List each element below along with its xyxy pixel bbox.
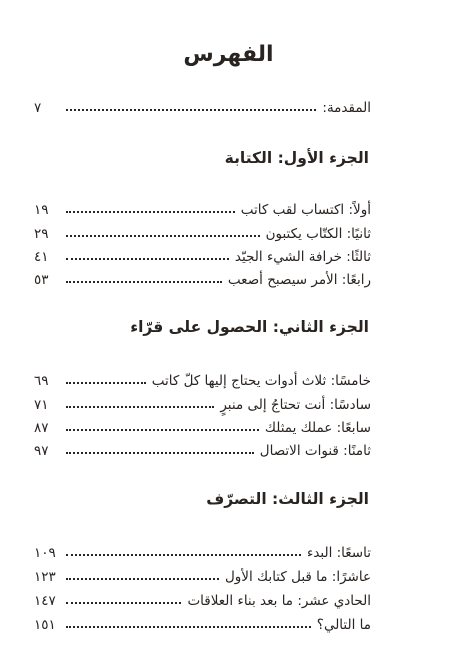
dot-leader xyxy=(66,578,219,580)
toc-entry-label: ثالثًا: خرافة الشيء الجيّد xyxy=(234,249,371,265)
dot-leader xyxy=(66,406,214,408)
toc-row[interactable] xyxy=(34,611,371,633)
dot-leader xyxy=(66,281,222,283)
toc-row[interactable] xyxy=(34,414,371,436)
toc-row[interactable] xyxy=(34,391,371,413)
dot-leader xyxy=(66,602,181,604)
toc-row[interactable] xyxy=(34,587,371,609)
toc-page-number: ٤١ xyxy=(34,249,49,265)
toc-page-number: ٧ xyxy=(34,100,42,116)
part-heading-1: الجزء الأول: الكتابة xyxy=(224,149,369,167)
toc-entry-label: ما التالي؟ xyxy=(316,617,371,633)
dot-leader xyxy=(66,429,259,431)
part-heading-2: الجزء الثاني: الحصول على قرّاء xyxy=(130,318,369,336)
toc-row[interactable] xyxy=(34,437,371,459)
toc-page-number: ٥٣ xyxy=(34,272,49,288)
toc-row[interactable] xyxy=(34,563,371,585)
dot-leader xyxy=(66,211,235,213)
dot-leader xyxy=(66,554,301,556)
toc-entry-label: الحادي عشر: ما بعد بناء العلاقات xyxy=(187,593,371,609)
toc-page-number: ٦٩ xyxy=(34,373,49,389)
toc-row-intro[interactable] xyxy=(34,94,371,116)
toc-entry-label: عاشرًا: ما قبل كتابك الأول xyxy=(224,569,371,585)
toc-entry-label: سابعًا: عملك يمثلك xyxy=(264,420,371,436)
toc-page-number: ٢٩ xyxy=(34,226,49,242)
toc-page-number: ١٩ xyxy=(34,202,49,218)
dot-leader xyxy=(66,382,146,384)
toc-row[interactable] xyxy=(34,367,371,389)
dot-leader xyxy=(66,235,260,237)
toc-page-number: ٩٧ xyxy=(34,443,49,459)
dot-leader xyxy=(66,109,316,111)
toc-page-number: ٧١ xyxy=(34,397,49,413)
part-heading-3: الجزء الثالث: التصرّف xyxy=(206,490,369,508)
toc-entry-label: ثانيًا: الكتّاب يكتبون xyxy=(265,226,371,242)
toc-row[interactable] xyxy=(34,266,371,288)
toc-page-number: ١٠٩ xyxy=(34,545,56,561)
dot-leader xyxy=(66,258,229,260)
toc-row[interactable] xyxy=(34,196,371,218)
toc-entry-label: المقدمة: xyxy=(322,100,371,116)
toc-row[interactable] xyxy=(34,220,371,242)
page-title: الفهرس xyxy=(183,42,274,67)
dot-leader xyxy=(66,452,254,454)
toc-page-number: ٨٧ xyxy=(34,420,49,436)
toc-entry-label: خامسًا: ثلاث أدوات يحتاج إليها كلّ كاتب xyxy=(151,373,371,389)
toc-row[interactable] xyxy=(34,539,371,561)
toc-entry-label: رابعًا: الأمر سيصبح أصعب xyxy=(227,272,371,288)
toc-page-number: ١٤٧ xyxy=(34,593,56,609)
toc-entry-label: تاسعًا: البدء xyxy=(306,545,371,561)
toc-entry-label: سادسًا: أنت تحتاجُ إلى منبرٍ xyxy=(220,397,371,413)
toc-page-number: ١٥١ xyxy=(34,617,56,633)
dot-leader xyxy=(66,626,311,628)
toc-row[interactable] xyxy=(34,243,371,265)
toc-entry-label: أولاً: اكتساب لقب كاتب xyxy=(240,202,371,218)
toc-page-number: ١٢٣ xyxy=(34,569,56,585)
toc-entry-label: ثامنًا: قنوات الاتصال xyxy=(259,443,371,459)
